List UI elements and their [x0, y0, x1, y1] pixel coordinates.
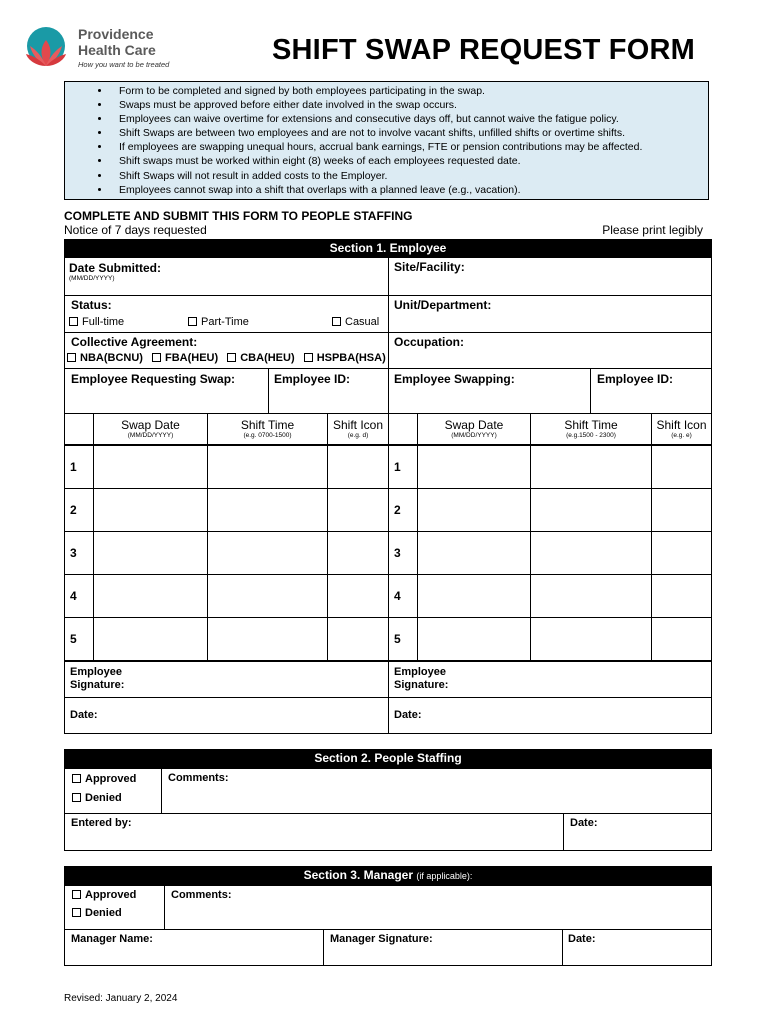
hspba-label: HSPBA(HSA): [316, 352, 386, 364]
section1-title: Section 1. Employee: [329, 241, 447, 255]
left-swap-date-input[interactable]: [93, 531, 208, 575]
denied-checkbox[interactable]: [72, 792, 122, 804]
brand-tagline: How you want to be treated: [78, 60, 170, 69]
manager-name-label: Manager Name:: [71, 933, 153, 945]
comments-label: Comments:: [171, 889, 232, 901]
denied-label: Denied: [85, 907, 122, 919]
shift-icon-label: Shift Icon: [332, 418, 384, 432]
form-title: SHIFT SWAP REQUEST FORM: [272, 34, 695, 66]
instruction-item: • Shift swaps must be worked within eight (8) weeks of each employees requested date.: [111, 154, 708, 168]
shift-icon-header: [327, 413, 389, 445]
part-time-label: Part-Time: [201, 316, 249, 328]
date-label: Date:: [570, 817, 598, 829]
row-number-label: 5: [70, 632, 77, 646]
right-shift-time-input[interactable]: [530, 488, 652, 532]
right-row-number: [388, 574, 418, 618]
status-label: Status:: [71, 298, 112, 312]
section3-note: (if applicable):: [416, 871, 473, 881]
approved-checkbox[interactable]: [72, 773, 136, 785]
shift-time-label: Shift Time: [564, 418, 618, 432]
instructions-box: [64, 81, 709, 200]
left-row-number: [64, 445, 94, 489]
date-submitted-field[interactable]: [64, 257, 389, 296]
manager-comments-field[interactable]: [164, 885, 712, 930]
brand-name-line1: Providence: [78, 26, 154, 42]
print-legibly-note: Please print legibly: [602, 223, 703, 237]
date-label: Date:: [394, 709, 422, 721]
right-shift-icon-input[interactable]: [651, 531, 712, 575]
staffing-date-field[interactable]: [563, 813, 712, 851]
signature-label: Employee Signature:: [394, 666, 449, 691]
instruction-item: • If employees are swapping unequal hours, accrual bank earnings, FTE or pension contributions may be affected.: [111, 140, 708, 154]
occupation-field[interactable]: [388, 332, 712, 369]
comments-label: Comments:: [168, 772, 229, 784]
section2-title: Section 2. People Staffing: [314, 751, 462, 765]
shift-time-example: (e.g.1500 - 2300): [566, 432, 616, 439]
denied-label: Denied: [85, 792, 122, 804]
fba-label: FBA(HEU): [165, 352, 219, 364]
employee-date-left[interactable]: [64, 697, 389, 734]
unit-department-field[interactable]: [388, 295, 712, 333]
shift-icon-label: Shift Icon: [656, 418, 707, 432]
employee-id-label: Employee ID:: [597, 372, 674, 386]
row-number-label: 5: [394, 632, 401, 646]
left-shift-icon-input[interactable]: [327, 488, 389, 532]
right-shift-time-input[interactable]: [530, 617, 652, 661]
left-swap-date-input[interactable]: [93, 617, 208, 661]
swap-date-header: [417, 413, 531, 445]
approved-label: Approved: [85, 889, 137, 901]
checkbox-icon: [188, 317, 197, 326]
shift-time-label: Shift Time: [240, 418, 295, 432]
hspba-checkbox[interactable]: [304, 352, 386, 364]
full-time-checkbox[interactable]: [69, 316, 124, 328]
unit-department-label: Unit/Department:: [394, 298, 492, 312]
row-number-label: 3: [70, 546, 77, 560]
site-facility-label: Site/Facility:: [394, 260, 465, 274]
checkbox-icon: [69, 317, 78, 326]
checkbox-icon: [227, 353, 236, 362]
row-number-label: 2: [394, 503, 401, 517]
manager-decision: [64, 885, 165, 930]
status-field: [64, 295, 389, 333]
right-shift-time-input[interactable]: [530, 574, 652, 618]
submit-instruction: COMPLETE AND SUBMIT THIS FORM TO PEOPLE STAFFING: [64, 209, 413, 223]
date-submitted-label: Date Submitted:: [69, 261, 162, 275]
row-number-label: 4: [394, 589, 401, 603]
row-number-label: 4: [70, 589, 77, 603]
instruction-item: • Shift Swaps are between two employees and are not to involve vacant shifts, unfilled shifts or overtime shifts.: [111, 126, 708, 140]
entered-by-field[interactable]: [64, 813, 564, 851]
shift-time-header: [207, 413, 328, 445]
left-shift-icon-input[interactable]: [327, 574, 389, 618]
employee-requesting-label: Employee Requesting Swap:: [71, 372, 236, 386]
nba-label: NBA(BCNU): [80, 352, 143, 364]
manager-signature-field[interactable]: [323, 929, 563, 966]
swap-date-header: [93, 413, 208, 445]
left-row-number: [64, 574, 94, 618]
part-time-checkbox[interactable]: [188, 316, 249, 328]
right-row-number: [388, 445, 418, 489]
left-row-number: [64, 531, 94, 575]
right-swap-date-input[interactable]: [417, 531, 531, 575]
checkbox-icon: [72, 908, 81, 917]
checkbox-icon: [72, 793, 81, 802]
right-swap-date-input[interactable]: [417, 488, 531, 532]
date-format-hint: (MM/DD/YYYY): [127, 432, 174, 439]
left-shift-icon-input[interactable]: [327, 445, 389, 489]
checkbox-icon: [304, 353, 313, 362]
left-swap-date-input[interactable]: [93, 445, 208, 489]
left-shift-time-input[interactable]: [207, 574, 328, 618]
approved-checkbox[interactable]: [72, 889, 136, 901]
right-swap-date-input[interactable]: [417, 574, 531, 618]
instruction-item: • Swaps must be approved before either date involved in the swap occurs.: [111, 98, 708, 112]
employee-id-left-field[interactable]: [268, 368, 389, 414]
swap-date-label: Swap Date: [121, 418, 180, 432]
right-swap-date-input[interactable]: [417, 617, 531, 661]
shift-time-header: [530, 413, 652, 445]
site-facility-field[interactable]: [388, 257, 712, 296]
right-row-number: [388, 488, 418, 532]
manager-name-field[interactable]: [64, 929, 324, 966]
staffing-decision: [64, 768, 162, 814]
denied-checkbox[interactable]: [72, 907, 122, 919]
casual-checkbox[interactable]: [332, 316, 379, 328]
occupation-label: Occupation:: [394, 335, 465, 349]
left-row-number: [64, 488, 94, 532]
shift-icon-header: [651, 413, 712, 445]
row-number-label: 3: [394, 546, 401, 560]
left-swap-date-input[interactable]: [93, 574, 208, 618]
row-number-label: 2: [70, 503, 77, 517]
employee-date-right[interactable]: [388, 697, 712, 734]
right-shift-icon-input[interactable]: [651, 445, 712, 489]
left-shift-icon-input[interactable]: [327, 531, 389, 575]
left-shift-icon-input[interactable]: [327, 617, 389, 661]
right-row-number: [388, 531, 418, 575]
entered-by-label: Entered by:: [71, 817, 132, 829]
cba-label: CBA(HEU): [240, 352, 295, 364]
left-shift-time-input[interactable]: [207, 445, 328, 489]
right-swap-date-input[interactable]: [417, 445, 531, 489]
left-shift-time-input[interactable]: [207, 488, 328, 532]
notice-text: Notice of 7 days requested: [64, 223, 207, 237]
instruction-item: • Form to be completed and signed by both employees participating in the swap.: [111, 84, 708, 98]
swap-date-label: Swap Date: [444, 418, 504, 432]
right-shift-icon-input[interactable]: [651, 574, 712, 618]
full-time-label: Full-time: [82, 316, 125, 328]
checkbox-icon: [152, 353, 161, 362]
approved-label: Approved: [85, 773, 137, 785]
revised-date: Revised: January 2, 2024: [64, 993, 178, 1004]
shift-icon-example: (e.g. e): [671, 432, 692, 439]
staffing-comments-field[interactable]: [161, 768, 712, 814]
date-label: Date:: [70, 709, 98, 721]
date-label: Date:: [568, 933, 596, 945]
checkbox-icon: [72, 774, 81, 783]
employee-signature-right[interactable]: [388, 661, 712, 698]
nba-checkbox[interactable]: [67, 352, 143, 364]
row-number-header: [64, 413, 94, 445]
section2-header: [64, 749, 712, 769]
instruction-item: • Shift Swaps will not result in added costs to the Employer.: [111, 169, 708, 183]
right-shift-icon-input[interactable]: [651, 617, 712, 661]
right-row-number: [388, 617, 418, 661]
section3-header: [64, 866, 712, 886]
section1-header: [64, 239, 712, 258]
row-number-label: 1: [70, 460, 77, 474]
date-format-hint: (MM/DD/YYYY): [451, 432, 497, 439]
date-format-hint: (MM/DD/YYYY): [69, 275, 115, 282]
instruction-item: • Employees cannot swap into a shift that overlaps with a planned leave (e.g., vacation).: [111, 183, 708, 197]
left-swap-date-input[interactable]: [93, 488, 208, 532]
employee-id-label: Employee ID:: [274, 372, 351, 386]
fba-checkbox[interactable]: [152, 352, 218, 364]
employee-requesting-field[interactable]: [64, 368, 269, 414]
left-shift-time-input[interactable]: [207, 531, 328, 575]
employee-swapping-label: Employee Swapping:: [394, 372, 515, 386]
right-shift-time-input[interactable]: [530, 531, 652, 575]
checkbox-icon: [72, 890, 81, 899]
providence-logo-icon: [24, 26, 68, 70]
checkbox-icon: [332, 317, 341, 326]
signature-label: Employee Signature:: [70, 666, 125, 691]
employee-id-right-field[interactable]: [590, 368, 712, 414]
collective-agreement-label: Collective Agreement:: [71, 335, 198, 349]
employee-signature-left[interactable]: [64, 661, 389, 698]
shift-icon-example: (e.g. d): [347, 432, 369, 439]
shift-time-example: (e.g. 0700-1500): [243, 432, 292, 439]
casual-label: Casual: [345, 316, 380, 328]
row-number-label: 1: [394, 460, 401, 474]
left-shift-time-input[interactable]: [207, 617, 328, 661]
collective-agreement-field: [64, 332, 389, 369]
left-row-number: [64, 617, 94, 661]
section3-title: Section 3. Manager: [303, 868, 413, 882]
instruction-item: • Employees can waive overtime for extensions and consecutive days off, but cannot waive the fatigue policy.: [111, 112, 708, 126]
manager-date-field[interactable]: [562, 929, 712, 966]
brand-name-line2: Health Care: [78, 42, 156, 58]
manager-signature-label: Manager Signature:: [330, 933, 433, 945]
checkbox-icon: [67, 353, 76, 362]
right-shift-icon-input[interactable]: [651, 488, 712, 532]
cba-checkbox[interactable]: [227, 352, 294, 364]
right-shift-time-input[interactable]: [530, 445, 652, 489]
row-number-header: [388, 413, 418, 445]
employee-swapping-field[interactable]: [388, 368, 591, 414]
